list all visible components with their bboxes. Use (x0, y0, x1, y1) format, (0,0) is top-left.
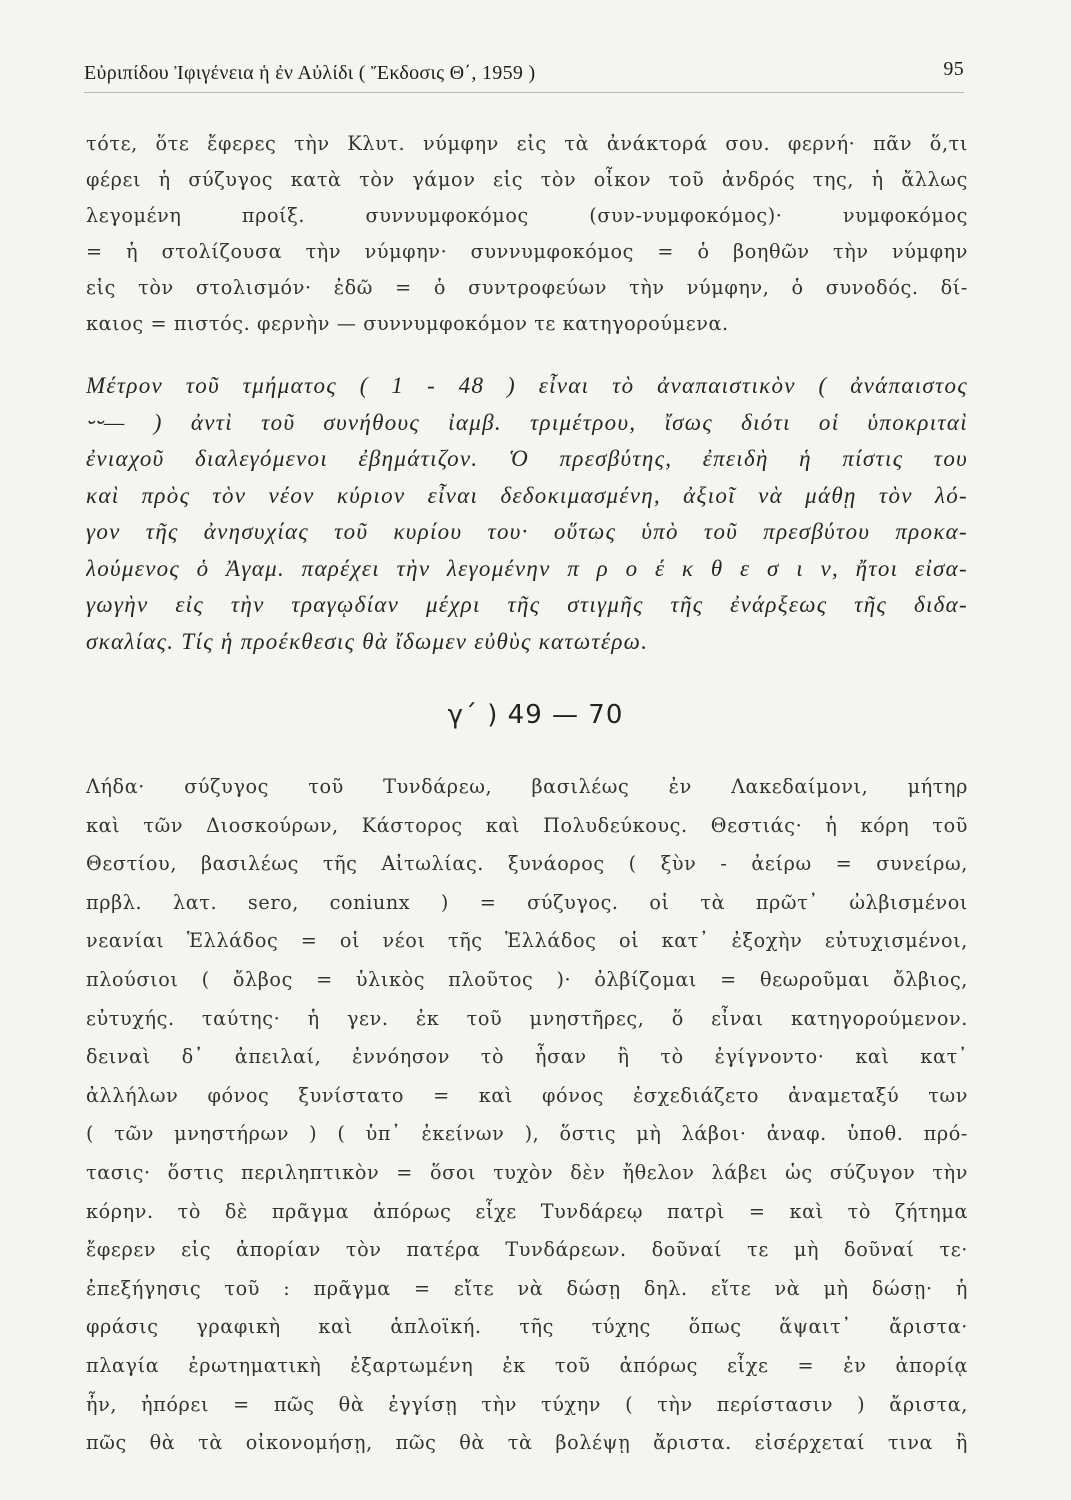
section-heading: γ΄ ) 49 — 70 (447, 700, 624, 730)
text-line: εὐτυχής. ταύτης· ἡ γεν. ἐκ τοῦ μνηστῆρες, ὅ εἶναι κατηγορούμενον. (86, 1006, 968, 1030)
commentary-paragraph-2 (86, 768, 968, 1463)
text-line: ( τῶν μνηστήρων ) ( ὑπ᾽ ἐκείνων ), ὅστις μὴ λάβοι· ἀναφ. ὑποθ. πρό- (86, 1122, 968, 1146)
running-title: Εὐριπίδου Ἰφιγένεια ἡ ἐν Αὐλίδι ( Ἔκδοσις Θ΄, 1959 ) (84, 62, 536, 84)
text-line: σκαλίας. Τίς ἡ προέκθεσις θὰ ἴδωμεν εὐθὺς κατωτέρω. (86, 628, 649, 654)
text-line: καὶ πρὸς τὸν νέον κύριον εἶναι δεδοκιμασμένη, ἀξιοῖ νὰ μάθῃ τὸν λό- (86, 482, 968, 508)
text-line: πλούσιοι ( ὄλβος = ὑλικὸς πλοῦτος )· ὀλβίζομαι = θεωροῦμαι ὄλβιος, (86, 967, 968, 991)
text-line: καιος = πιστός. φερνὴν — συννυμφοκόμον τε κατηγορούμενα. (86, 312, 729, 335)
text-line: ἀλλήλων φόνος ξυνίστατο = καὶ φόνος ἐσχεδιάζετο ἀναμεταξύ των (86, 1083, 968, 1107)
text-line: εἰς τὸν στολισμόν· ἐδῶ = ὁ συντροφεύων τὴν νύμφην, ὁ συνοδός. δί- (86, 276, 968, 299)
text-line: φέρει ἡ σύζυγος κατὰ τὸν γάμον εἰς τὸν οἶκον τοῦ ἀνδρός της, ἡ ἄλλως (86, 168, 968, 191)
text-line: φράσις γραφικὴ καὶ ἁπλοϊκή. τῆς τύχης ὅπως ἅψαιτ᾽ ἄριστα· (86, 1315, 968, 1339)
running-header (84, 58, 964, 92)
meter-note-paragraph (86, 368, 968, 660)
commentary-paragraph-1 (86, 126, 968, 342)
text-line: Θεστίου, βασιλέως τῆς Αἰτωλίας. ξυνάορος ( ξὺν - ἀείρω = συνείρω, (86, 852, 968, 876)
text-line: τασις· ὅστις περιληπτικὸν = ὅσοι τυχὸν δὲν ἤθελον λάβει ὡς σύζυγον τὴν (86, 1160, 968, 1184)
text-line: τότε, ὅτε ἔφερες τὴν Κλυτ. νύμφην εἰς τὰ ἀνάκτορά σου. φερνή· πᾶν ὅ,τι (86, 132, 968, 155)
text-line: πρβλ. λατ. sero, coniunx ) = σύζυγος. οἱ τὰ πρῶτ᾽ ὠλβισμένοι (86, 890, 968, 914)
text-line: ἦν, ἠπόρει = πῶς θὰ ἐγγίσῃ τὴν τύχην ( τὴν περίστασιν ) ἄριστα, (86, 1392, 968, 1416)
text-line: νεανίαι Ἑλλάδος = οἱ νέοι τῆς Ἑλλάδος οἱ κατ᾽ ἐξοχὴν εὐτυχισμένοι, (86, 929, 968, 953)
text-line: ἔφερεν εἰς ἀπορίαν τὸν πατέρα Τυνδάρεων. δοῦναί τε μὴ δοῦναί τε· (86, 1238, 968, 1262)
text-line: = ἡ στολίζουσα τὴν νύμφην· συννυμφοκόμος = ὁ βοηθῶν τὴν νύμφην (86, 240, 968, 263)
text-line: δειναὶ δ᾽ ἀπειλαί, ἐννόησον τὸ ἦσαν ἢ τὸ ἐγίγνοντο· καὶ κατ᾽ (86, 1045, 968, 1069)
text-line: Μέτρον τοῦ τμήματος ( 1 - 48 ) εἶναι τὸ ἀναπαιστικὸν ( ἀνάπαιστος (86, 373, 968, 398)
text-line: γον τῆς ἀνησυχίας τοῦ κυρίου του· οὕτως ὑπὸ τοῦ πρεσβύτου προκα- (86, 519, 968, 544)
text-line: ἐπεξήγησις τοῦ : πρᾶγμα = εἴτε νὰ δώσῃ δηλ. εἴτε νὰ μὴ δώσῃ· ἡ (86, 1276, 968, 1300)
text-line: ἐνιαχοῦ διαλεγόμενοι ἐβημάτιζον. Ὁ πρεσβύτης, ἐπειδὴ ἡ πίστις του (86, 446, 968, 471)
text-line: πῶς θὰ τὰ οἰκονομήσῃ, πῶς θὰ τὰ βολέψῃ ἄριστα. εἰσέρχεταί τινα ἢ (86, 1431, 968, 1455)
text-line: Λήδα· σύζυγος τοῦ Τυνδάρεω, βασιλέως ἐν Λακεδαίμονι, μήτηρ (86, 775, 968, 798)
text-line: λούμενος ὁ Ἀγαμ. παρέχει τὴν λεγομένην π ρ ο έ κ θ ε σ ι ν, ἤτοι εἰσα- (86, 555, 968, 581)
text-line: κόρην. τὸ δὲ πρᾶγμα ἀπόρως εἶχε Τυνδάρεῳ πατρὶ = καὶ τὸ ζήτημα (86, 1199, 968, 1223)
text-line: καὶ τῶν Διοσκούρων, Κάστορος καὶ Πολυδεύκους. Θεστιάς· ἡ κόρη τοῦ (86, 813, 968, 837)
text-line: πλαγία ἐρωτηματικὴ ἐξαρτωμένη ἐκ τοῦ ἀπόρως εἶχε = ἐν ἀπορίᾳ (86, 1353, 968, 1377)
text-line: λεγομένη προίξ. συννυμφοκόμος (συν-νυμφοκόμος)· νυμφοκόμος (86, 204, 968, 227)
header-rule (84, 92, 964, 93)
text-line: ⏑⏑— ) ἀντὶ τοῦ συνήθους ἰαμβ. τριμέτρου, ἴσως διότι οἱ ὑποκριταὶ (86, 409, 968, 435)
text-line: γωγὴν εἰς τὴν τραγῳδίαν μέχρι τῆς στιγμῆς τῆς ἐνάρξεως τῆς διδα- (86, 592, 968, 617)
page-number: 95 (943, 58, 964, 80)
